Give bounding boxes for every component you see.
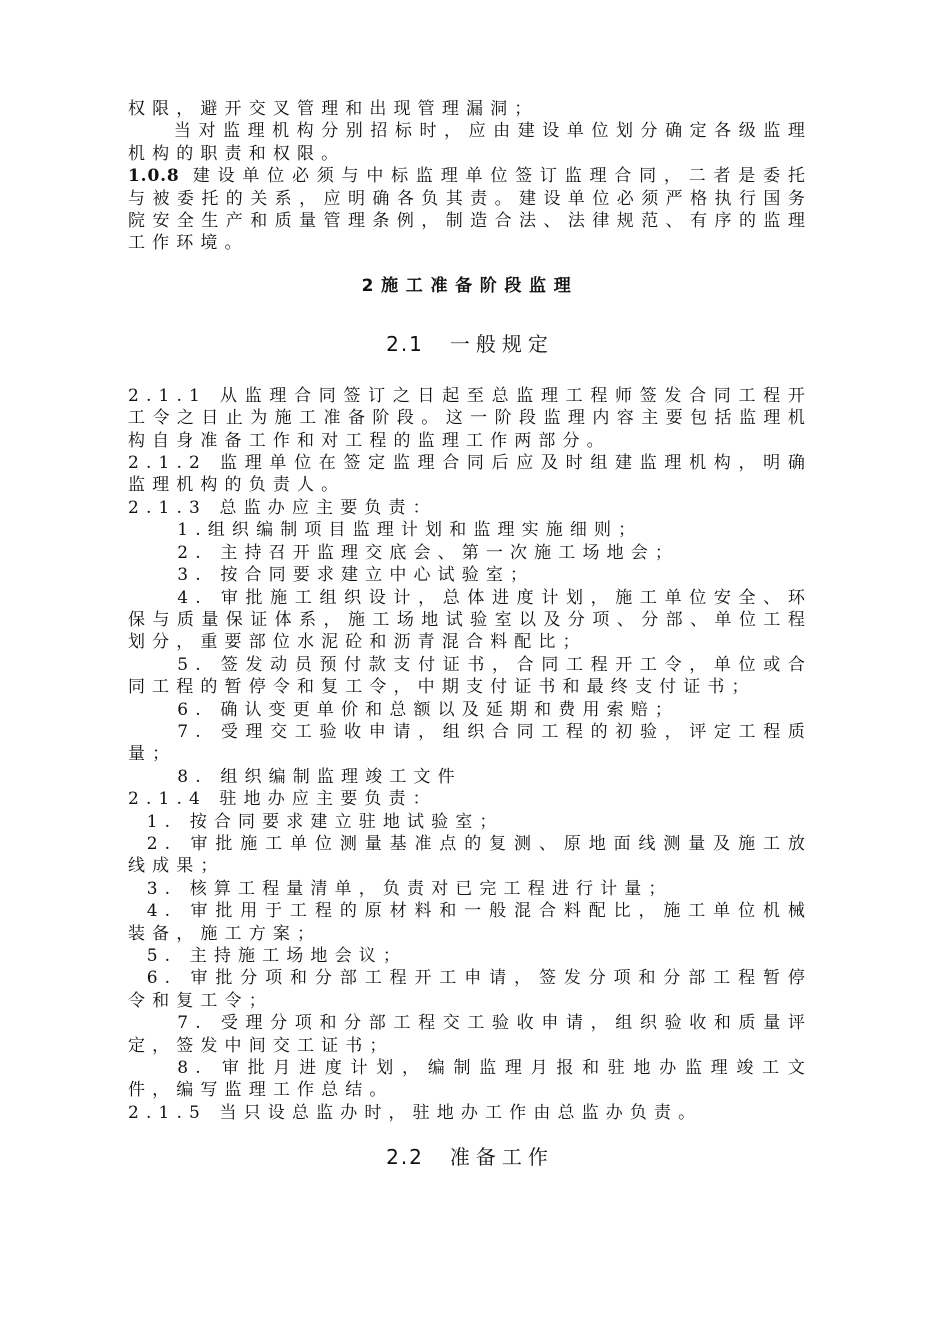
list-item: 3. 按合同要求建立中心试验室； — [177, 565, 535, 586]
clause-2-1-4: 2.1.4 驻地办应主要负责： — [128, 789, 437, 810]
paragraph-separate-bidding: 当对监理机构分别招标时，应由建设单位划分确定各级监理机构的职责和权限。 — [128, 121, 812, 164]
chapter-heading — [128, 275, 812, 299]
section-heading-2-2 — [128, 1146, 812, 1176]
clause-2-1-5: 2.1.5 当只设总监办时，驻地办工作由总监办负责。 — [128, 1102, 703, 1123]
list-item: 1. 按合同要求建立驻地试验室； — [146, 811, 504, 832]
list-item: 7. 受理交工验收申请，组织合同工程的初验，评定工程质量； — [128, 721, 812, 765]
paragraph-clause-1-0-8 — [128, 165, 812, 255]
list-item: 5. 主持施工场地会议； — [146, 946, 407, 966]
section-heading-2-1 — [128, 333, 812, 363]
clause-2-1-1: 2.1.1 从监理合同签订之日起至总监理工程师签发合同工程开工令之日止为施工准备阶段。这一阶段监理内容主要包括监理机构自身准备工作和对工程的监理工作两部分。 — [128, 385, 812, 451]
list-item: 7. 受理分项和分部工程交工验收申请，组织验收和质量评定，签发中间交工证书； — [128, 1013, 812, 1056]
clause-number: 1.0.8 — [128, 166, 180, 187]
list-item: 1.组织编制项目监理计划和监理实施细则； — [177, 520, 643, 541]
chapter-number: 2 — [361, 275, 382, 296]
clause-2-1-3: 2.1.3 总监办应主要负责： — [128, 497, 437, 518]
list-item: 4. 审批用于工程的原材料和一般混合料配比，施工单位机械装备，施工方案； — [128, 901, 812, 944]
list-item: 6. 确认变更单价和总额以及延期和费用索赔； — [177, 699, 679, 720]
chapter-title: 施工准备阶段监理 — [381, 275, 579, 296]
list-item: 8. 审批月进度计划，编制监理月报和驻地办监理竣工文件，编写监理工作总结。 — [128, 1058, 812, 1101]
list-item: 3. 核算工程量清单，负责对已完工程进行计量； — [146, 878, 673, 899]
clause-2-1-2: 2.1.2 监理单位在签定监理合同后应及时组建监理机构，明确监理机构的负责人。 — [128, 453, 812, 496]
section-number: 2.2 — [386, 1145, 424, 1170]
section-title: 一般规定 — [449, 331, 554, 356]
section-number: 2.1 — [386, 331, 424, 356]
list-item: 4. 审批施工组织设计，总体进度计划，施工单位安全、环保与质量保证体系，施工场地试验室以及分项、分部、单位工程划分，重要部位水泥砼和沥青混合料配比； — [128, 587, 812, 653]
section-title: 准备工作 — [449, 1145, 554, 1170]
clause-text: 建设单位必须与中标监理单位签订监理合同，二者是委托与被委托的关系，应明确各负其责。建设单位必须严格执行国务院安全生产和质量管理条例，制造合法、法律规范、有序的监理工作环境。 — [128, 166, 813, 254]
list-item: 2. 审批施工单位测量基准点的复测、原地面线测量及施工放线成果； — [128, 833, 812, 877]
paragraph-authority-end: 权限，避开交叉管理和出现管理漏洞； — [128, 99, 539, 119]
list-item: 8. 组织编制监理竣工文件 — [177, 766, 462, 787]
list-item: 5. 签发动员预付款支付证书，合同工程开工令，单位或合同工程的暂停令和复工令，中期支付证书和最终支付证书； — [128, 654, 812, 698]
document-page — [128, 98, 812, 1198]
list-item: 6. 审批分项和分部工程开工申请，签发分项和分部工程暂停令和复工令； — [128, 968, 812, 1011]
list-item: 2. 主持召开监理交底会、第一次施工场地会； — [177, 542, 679, 563]
